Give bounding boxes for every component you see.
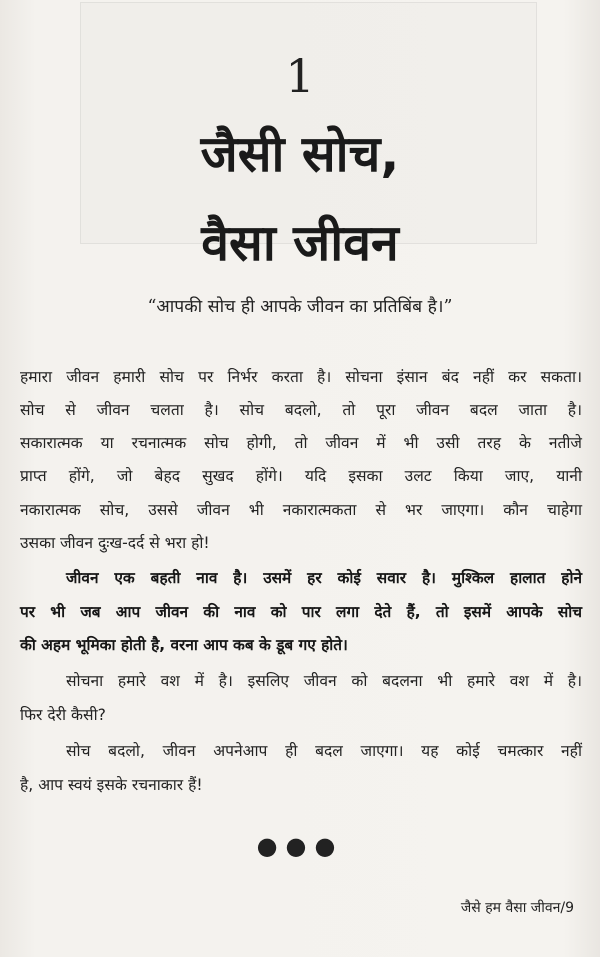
paragraph-1-line: सकारात्मक या रचनात्मक सोच होगी, तो जीवन में भी उसी तरह के नतीजे <box>20 434 582 452</box>
section-end-ornament: ●●● <box>256 832 344 860</box>
paragraph-4-line: सोच बदलो, जीवन अपनेआप ही बदल जाएगा। यह कोई चमत्कार नहीं <box>66 742 582 760</box>
page-footer-running-title: जैसे हम वैसा जीवन/9 <box>460 900 574 916</box>
paragraph-2-line: की अहम भूमिका होती है, वरना आप कब के डूब गए होते। <box>20 636 348 654</box>
chapter-title-line-2: वैसा जीवन <box>201 214 399 272</box>
paragraph-1-line: उसका जीवन दुःख-दर्द से भरा हो! <box>20 534 210 552</box>
chapter-title-line-1: जैसी सोच, <box>200 125 400 183</box>
paragraph-2-line: पर भी जब आप जीवन की नाव को पार लगा देते हैं, तो इसमें आपके सोच <box>20 603 582 621</box>
paragraph-4-line: है, आप स्वयं इसके रचनाकार हैं! <box>20 776 203 794</box>
chapter-number: 1 <box>285 49 315 103</box>
paragraph-3-line: सोचना हमारे वश में है। इसलिए जीवन को बदलना भी हमारे वश में है। <box>66 672 582 690</box>
paragraph-1-line: हमारा जीवन हमारी सोच पर निर्भर करता है। सोचना इंसान बंद नहीं कर सकता। <box>20 368 582 386</box>
paragraph-1-line: सोच से जीवन चलता है। सोच बदलो, तो पूरा जीवन बदल जाता है। <box>20 401 582 419</box>
paragraph-2-line: जीवन एक बहती नाव है। उसमें हर कोई सवार है। मुश्किल हालात होने <box>66 569 582 587</box>
paragraph-1-line: प्राप्त होंगे, जो बेहद सुखद होंगे। यदि इसका उलट किया जाए, यानी <box>20 467 582 485</box>
paragraph-1-line: नकारात्मक सोच, उससे जीवन भी नकारात्मकता से भर जाएगा। कौन चाहेगा <box>20 501 582 519</box>
paragraph-3-line: फिर देरी कैसी? <box>20 706 106 724</box>
chapter-epigraph-quote: “आपकी सोच ही आपके जीवन का प्रतिबिंब है।” <box>147 297 453 317</box>
